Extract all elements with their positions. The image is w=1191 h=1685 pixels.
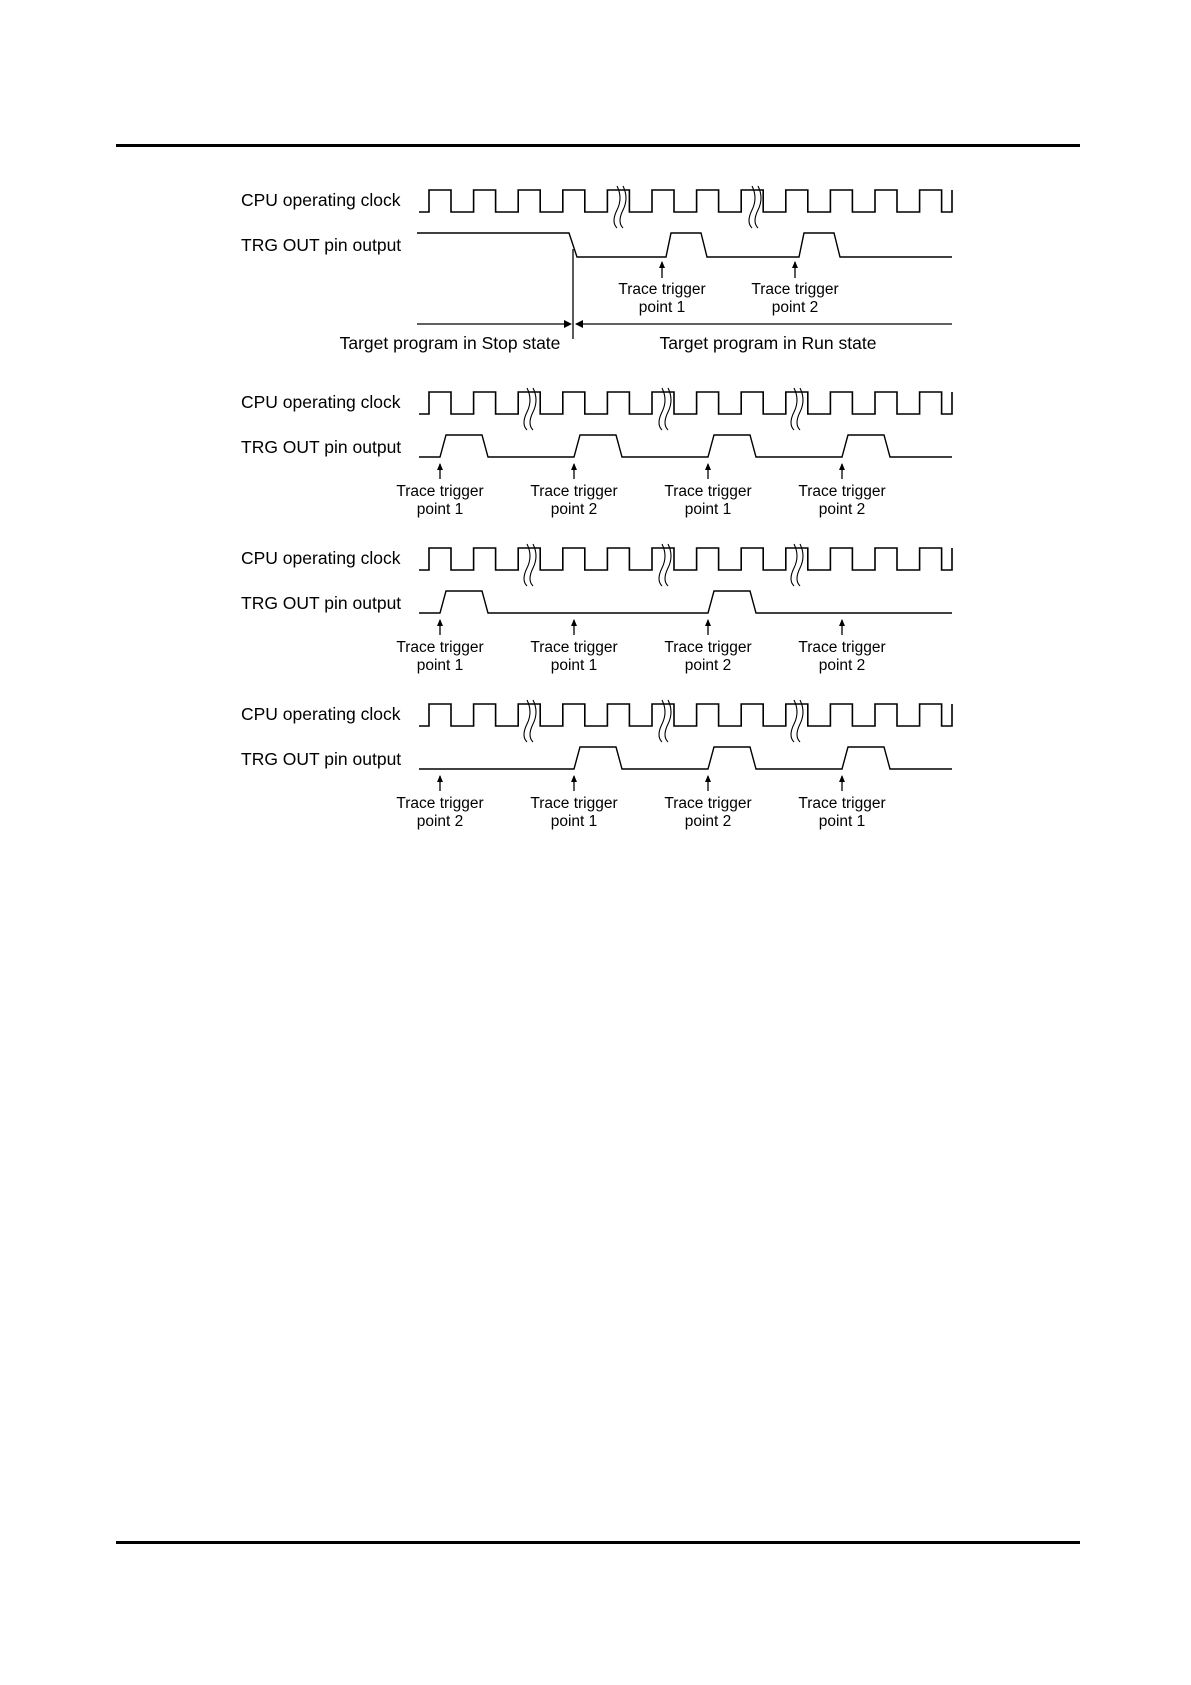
clock-waveform [419,392,952,414]
clock-break-mark [791,388,803,430]
clock-label: CPU operating clock [241,548,401,568]
trigger-arrowhead-icon [792,261,798,268]
trg-out-label: TRG OUT pin output [241,749,402,769]
timing-diagram-3 [241,544,952,674]
timing-diagram-2 [241,388,952,518]
clock-break-mark [659,544,671,586]
trigger-label-line2: point 2 [771,299,819,316]
trigger-arrowhead-icon [571,619,577,626]
clock-break-mark [659,700,671,742]
trigger-arrowhead-icon [437,463,443,470]
trg-out-waveform [419,747,952,769]
trigger-arrowhead-icon [437,619,443,626]
stop-state-label: Target program in Stop state [339,333,561,353]
trigger-label-line1: Trace trigger [396,639,484,656]
clock-break-mark [791,700,803,742]
trg-out-waveform [419,591,952,613]
trigger-arrowhead-icon [705,463,711,470]
trg-out-label: TRG OUT pin output [241,593,402,613]
clock-break-mark [524,544,536,586]
trigger-label-line1: Trace trigger [396,483,484,500]
trigger-arrowhead-icon [437,775,443,782]
clock-break-mark [791,544,803,586]
trigger-label-line2: point 1 [550,657,598,674]
stop-arrowhead-icon [564,320,572,328]
trigger-label-line2: point 1 [684,501,732,518]
trg-out-waveform [419,435,952,457]
trigger-label-line1: Trace trigger [798,639,886,656]
trigger-label-line2: point 2 [550,501,598,518]
trigger-label-line2: point 2 [684,813,732,830]
trigger-arrowhead-icon [705,619,711,626]
trigger-label-line2: point 1 [416,501,464,518]
trigger-arrowhead-icon [839,775,845,782]
clock-break-mark [524,700,536,742]
trigger-arrowhead-icon [571,463,577,470]
trigger-label-line1: Trace trigger [664,795,752,812]
trigger-label-line1: Trace trigger [664,483,752,500]
trigger-label-line2: point 2 [818,501,866,518]
clock-label: CPU operating clock [241,190,401,210]
clock-break-mark [524,388,536,430]
trigger-label-line1: Trace trigger [530,483,618,500]
trigger-label-line2: point 1 [550,813,598,830]
trigger-label-line1: Trace trigger [664,639,752,656]
timing-diagram-4 [241,700,952,830]
trigger-label-line2: point 1 [638,299,686,316]
clock-break-mark [659,388,671,430]
timing-diagram-1 [241,186,952,353]
trigger-arrowhead-icon [705,775,711,782]
trigger-label-line1: Trace trigger [798,795,886,812]
clock-break-mark [749,186,761,228]
trigger-label-line1: Trace trigger [798,483,886,500]
clock-break-mark [614,186,626,228]
trigger-label-line1: Trace trigger [396,795,484,812]
trg-out-label: TRG OUT pin output [241,235,402,255]
trigger-arrowhead-icon [571,775,577,782]
trigger-label-line2: point 2 [416,813,464,830]
trigger-label-line1: Trace trigger [530,795,618,812]
clock-label: CPU operating clock [241,704,401,724]
trigger-label-line2: point 1 [416,657,464,674]
trigger-arrowhead-icon [839,463,845,470]
run-arrowhead-icon [575,320,583,328]
trg-out-label: TRG OUT pin output [241,437,402,457]
trigger-arrowhead-icon [839,619,845,626]
trg-out-waveform [417,233,952,257]
trigger-label-line2: point 2 [818,657,866,674]
clock-waveform [419,548,952,570]
trigger-label-line1: Trace trigger [530,639,618,656]
run-state-label: Target program in Run state [659,333,877,353]
trigger-arrowhead-icon [659,261,665,268]
trigger-label-line1: Trace trigger [618,281,706,298]
trigger-label-line2: point 2 [684,657,732,674]
trigger-label-line1: Trace trigger [751,281,839,298]
clock-waveform [419,704,952,726]
trigger-label-line2: point 1 [818,813,866,830]
clock-label: CPU operating clock [241,392,401,412]
clock-waveform [419,190,952,212]
